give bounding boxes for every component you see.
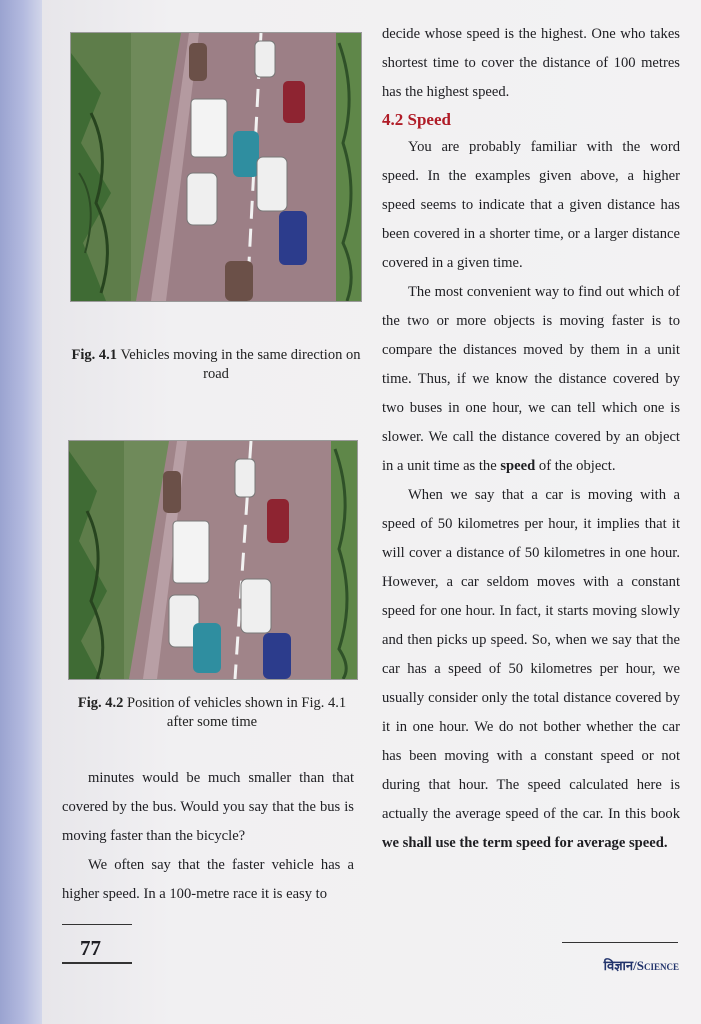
- term-speed: speed: [500, 458, 536, 474]
- figure-4-2-caption-text: Position of vehicles shown in Fig. 4.1 after some time: [127, 695, 347, 730]
- paragraph-average-speed-text: When we say that a car is moving with a speed of 50 kilometres per hour, it implies that it will cover a distance of 50 kilometres in one hour. However, a car seldom moves with a constant speed for one hour. In fact, it starts moving slowly and then picks up speed. So, when we say that the car has a speed of 50 kilometres per hour, we usually consider only the total distance covered by it in one hour. We do not bother whether the car has been moving with a constant speed or not during that hour. The speed calculated here is actually the average speed of the car. In this book: [382, 487, 680, 822]
- footer-rule-left: [62, 962, 132, 964]
- paragraph-compare-distances-end: of the object.: [538, 458, 616, 474]
- figure-4-1-illustration: [70, 32, 362, 302]
- right-column-text: [382, 20, 680, 858]
- figure-4-2-caption: [66, 694, 358, 732]
- figure-4-2-label: Fig. 4.2: [77, 695, 124, 711]
- figure-4-1-label: Fig. 4.1: [71, 347, 118, 363]
- book-spine-shadow: [0, 0, 42, 1024]
- road-traffic-later-illustration: [69, 441, 357, 679]
- left-paragraph-continued: minutes would be much smaller than that covered by the bus. Would you say that the bus is moving faster than the bicycle?: [62, 770, 354, 844]
- paragraph-familiar-speed: You are probably familiar with the word speed. In the examples given above, a higher speed seems to indicate that a given distance has been covered in a shorter time, or a larger distance covered in a given time.: [382, 139, 680, 271]
- paragraph-compare-distances: [382, 278, 680, 481]
- subject-label: [604, 956, 679, 974]
- footer-rule-top: [62, 924, 132, 925]
- average-speed-definition: we shall use the term speed for average speed.: [382, 835, 668, 851]
- left-column-text: [62, 764, 354, 909]
- subject-hindi: विज्ञान/: [603, 958, 637, 973]
- page-number: 77: [80, 936, 101, 960]
- right-paragraph-intro: decide whose speed is the highest. One who takes shortest time to cover the distance of 100 metres has the highest speed.: [382, 26, 680, 100]
- road-traffic-illustration: [71, 33, 361, 301]
- figure-4-2-illustration: [68, 440, 358, 680]
- figure-4-1-caption: [70, 346, 362, 384]
- figure-4-1-caption-text: Vehicles moving in the same direction on road: [120, 347, 361, 382]
- footer-rule-right: [562, 942, 678, 943]
- paragraph-average-speed: [382, 481, 680, 858]
- paragraph-compare-distances-text: The most convenient way to find out which of the two or more objects is moving faster is to compare the distances moved by them in a unit time. Thus, if we know the distance covered by two buses in one hour, we can tell which one is slower. We call the distance covered by an object in a unit time as the: [382, 284, 680, 474]
- subject-english: Science: [636, 958, 679, 973]
- left-paragraph-faster-vehicle: We often say that the faster vehicle has a higher speed. In a 100-metre race it is easy to: [62, 857, 354, 902]
- section-heading-speed: 4.2 Speed: [382, 110, 451, 129]
